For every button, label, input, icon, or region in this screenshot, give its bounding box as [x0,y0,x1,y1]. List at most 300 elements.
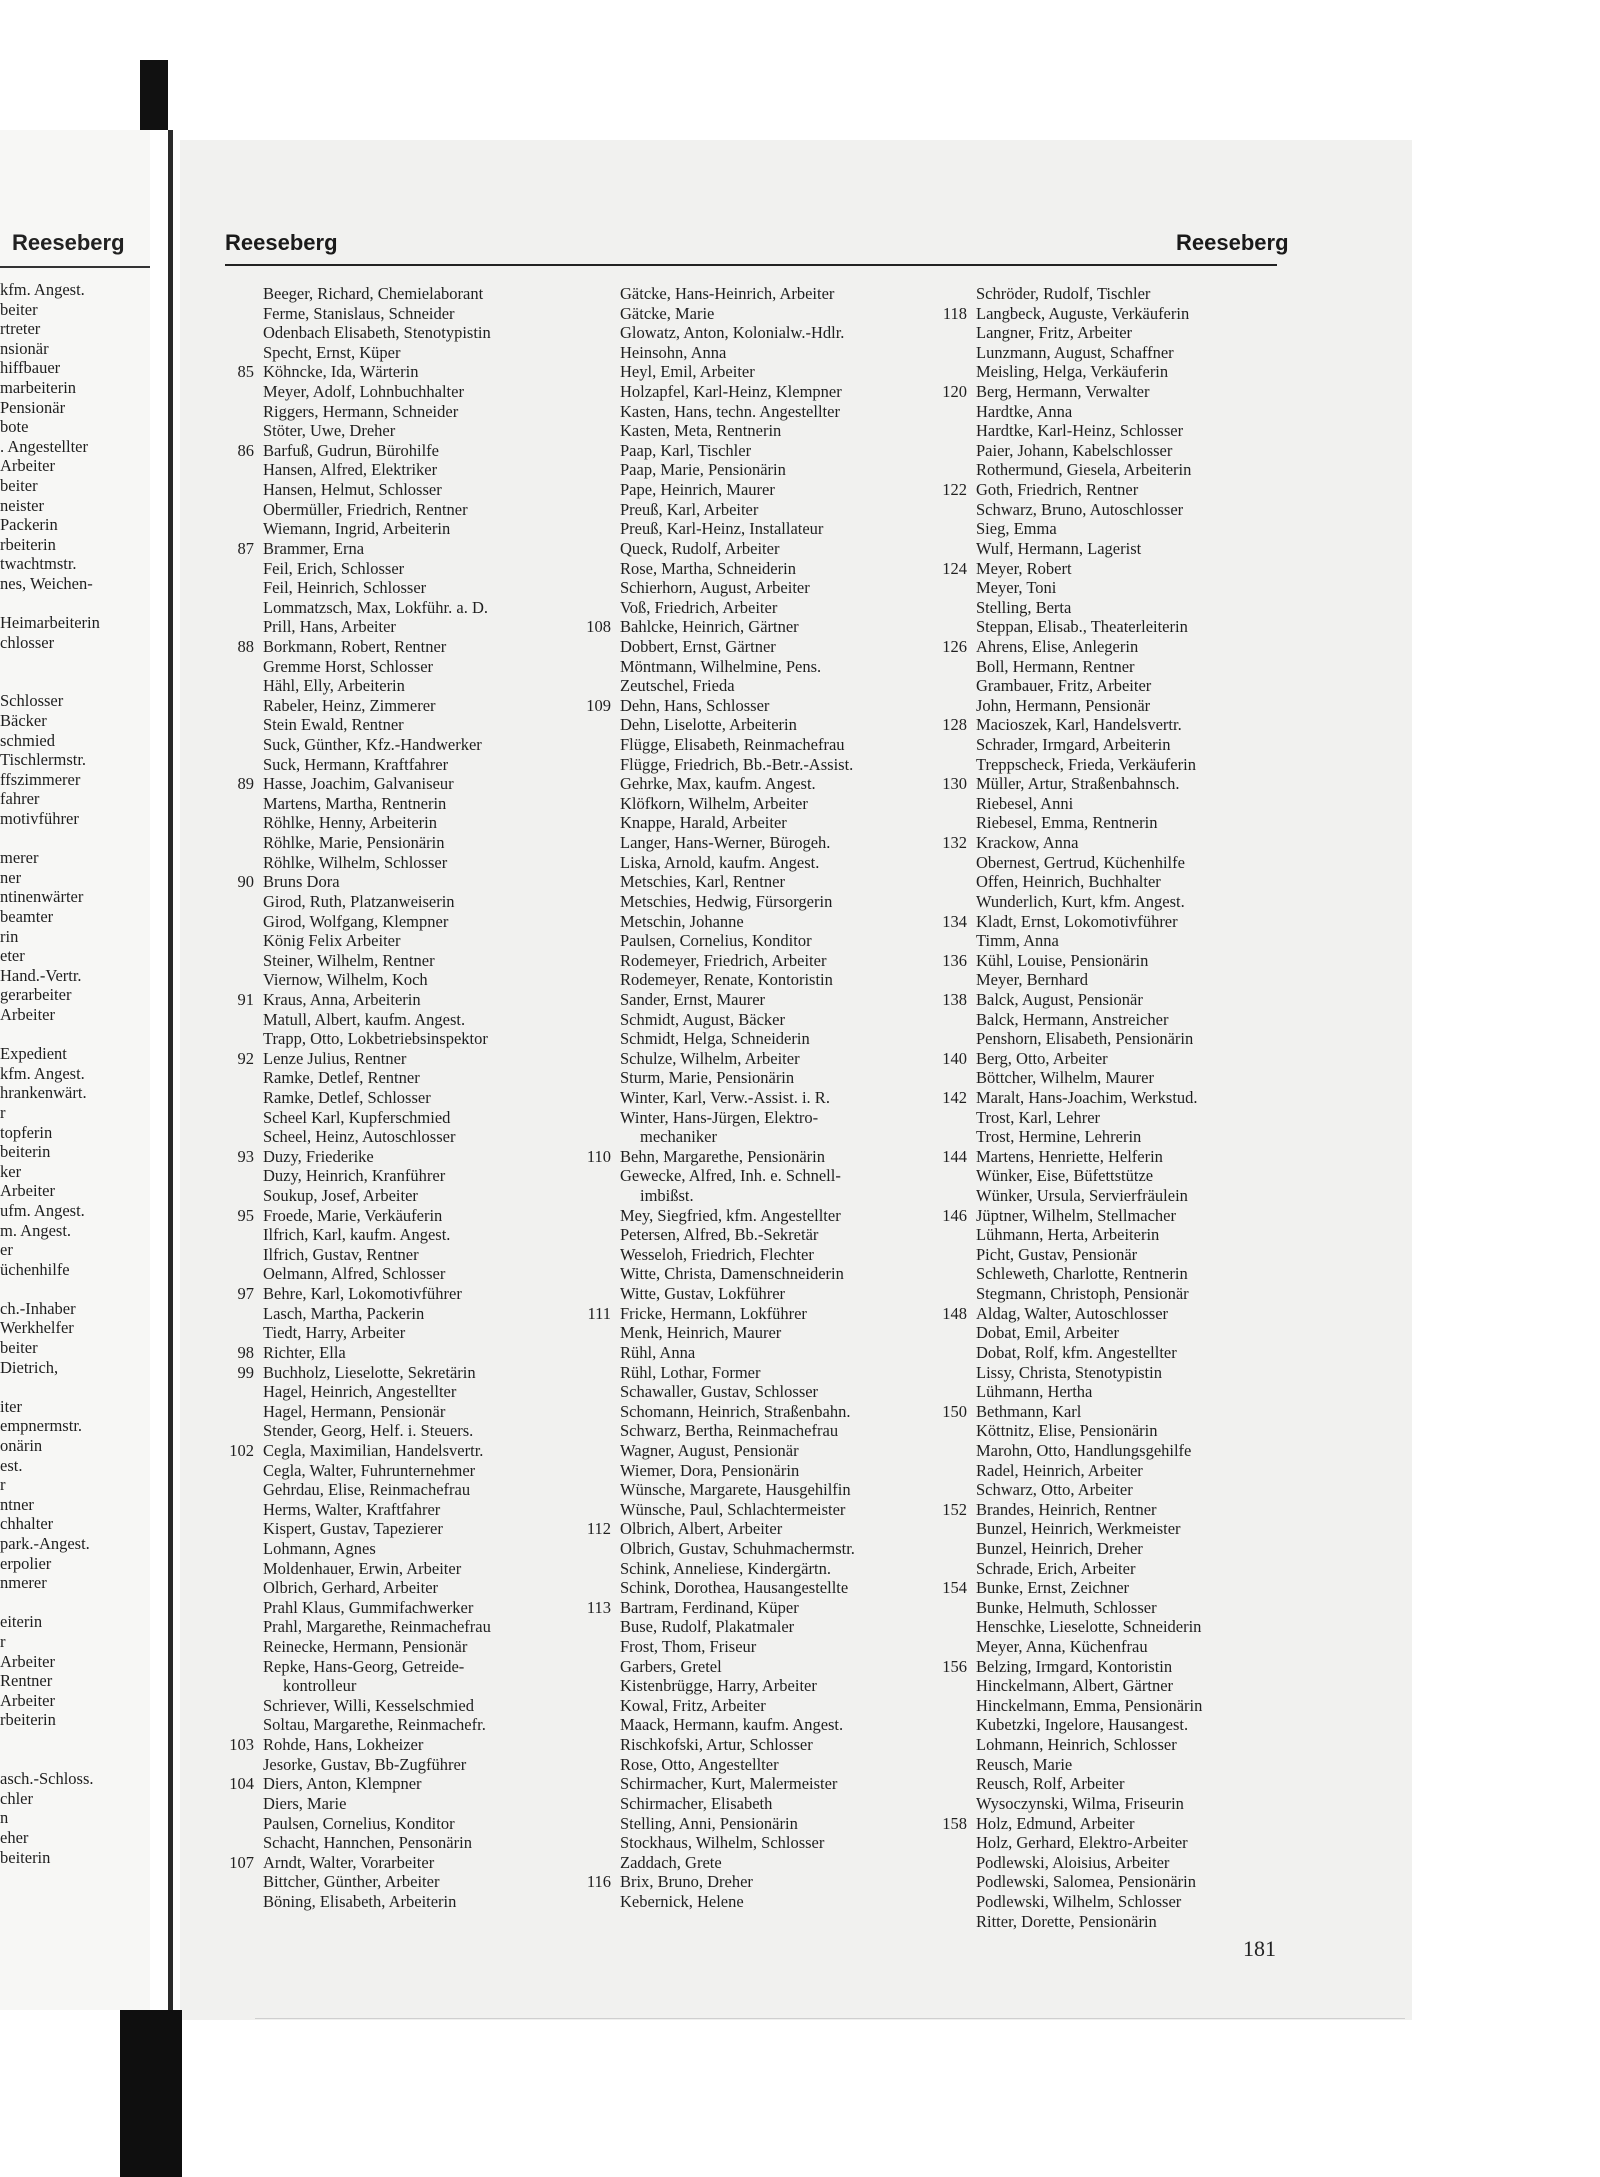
house-number: 110 [586,1146,611,1166]
resident-entry: Röhlke, Marie, Pensionärin [263,833,445,853]
resident-entry: Wesseloh, Friedrich, Flechter [620,1244,814,1264]
resident-entry: Ferme, Stanislaus, Schneider [263,303,455,323]
directory-entry [220,1402,585,1422]
resident-entry: Barfuß, Gudrun, Bürohilfe [263,440,439,460]
resident-entry: Schleweth, Charlotte, Rentnerin [976,1264,1188,1284]
resident-entry: Rodemeyer, Renate, Kontoristin [620,970,833,990]
directory-entry [577,617,942,637]
house-number: 91 [237,989,254,1009]
resident-entry: Paap, Karl, Tischler [620,440,752,460]
directory-entry [220,284,585,304]
directory-entry [933,1519,1283,1539]
directory-entry [220,1892,585,1912]
resident-entry: Stelling, Berta [976,597,1072,617]
resident-entry: Bunke, Ernst, Zeichner [976,1578,1130,1598]
directory-entry [933,637,1283,657]
resident-entry: Rühl, Lothar, Former [620,1362,761,1382]
facing-page-line: eher [0,1827,29,1847]
directory-entry [933,1461,1283,1481]
resident-entry: Ilfrich, Gustav, Rentner [263,1244,419,1264]
directory-entry [220,1519,585,1539]
facing-page-line: Dietrich, [0,1357,59,1377]
resident-entry: Olbrich, Gerhard, Arbeiter [263,1578,439,1598]
directory-entry [577,1264,942,1284]
resident-entry: Dehn, Hans, Schlosser [620,695,770,715]
resident-entry: Schirmacher, Kurt, Malermeister [620,1774,838,1794]
house-number: 104 [229,1774,254,1794]
resident-entry: Röhlke, Henny, Arbeiterin [263,813,437,833]
directory-entry [933,833,1283,853]
resident-entry: Schmidt, Helga, Schneiderin [620,1029,810,1049]
house-number: 113 [586,1597,611,1617]
directory-entry [220,637,585,657]
resident-entry: Richter, Ella [263,1342,346,1362]
facing-page-fragment [0,130,150,2010]
directory-entry [577,1088,942,1108]
resident-entry: Cegla, Walter, Fuhrunternehmer [263,1460,476,1480]
directory-entry [577,460,942,480]
house-number: 150 [942,1401,967,1421]
resident-entry: Flügge, Friedrich, Bb.-Betr.-Assist. [620,754,854,774]
directory-entry [577,1696,942,1716]
resident-entry: Schwarz, Bruno, Autoschlosser [976,499,1184,519]
book-spine-top [140,60,168,130]
facing-page-line: Werkhelfer [0,1318,74,1338]
facing-page-line: beiterin [0,1142,51,1162]
house-number: 124 [942,558,967,578]
resident-entry: Lohmann, Agnes [263,1539,376,1558]
directory-entry [933,872,1283,892]
directory-entry [220,1264,585,1284]
resident-entry: Ahrens, Elise, Anlegerin [976,636,1139,656]
resident-entry: Lühmann, Hertha [976,1382,1093,1402]
resident-entry: Stöter, Uwe, Dreher [263,421,396,441]
directory-entry [577,1421,942,1441]
directory-entry [577,676,942,696]
house-number: 109 [586,695,611,715]
facing-page-line: erpolier [0,1553,52,1573]
house-number: 146 [942,1205,967,1225]
resident-entry: kontrolleur [283,1676,357,1696]
resident-entry: Zeutschel, Frieda [620,676,735,696]
resident-entry: Schmidt, August, Bäcker [620,1009,785,1029]
directory-entry [577,1774,942,1794]
resident-entry: Wiemann, Ingrid, Arbeiterin [263,519,451,539]
directory-entry [933,1755,1283,1775]
directory-entry [220,343,585,363]
directory-entry [577,1127,942,1147]
directory-entry [577,657,942,677]
house-number: 88 [237,636,254,656]
directory-entry [577,1676,942,1696]
facing-page-line [0,652,150,672]
resident-entry: Holz, Edmund, Arbeiter [976,1813,1135,1833]
directory-entry [933,460,1283,480]
resident-entry: Lissy, Christa, Stenotypistin [976,1362,1162,1382]
resident-entry: Berg, Hermann, Verwalter [976,382,1150,402]
directory-entry [220,559,585,579]
resident-entry: Wunderlich, Kurt, kfm. Angest. [976,891,1185,911]
resident-entry: Meyer, Anna, Küchenfrau [976,1637,1148,1657]
directory-entry [933,323,1283,343]
directory-entry [933,1147,1283,1167]
house-number: 154 [942,1578,967,1598]
resident-entry: Henschke, Lieselotte, Schneiderin [976,1617,1202,1637]
directory-entry [220,304,585,324]
resident-entry: Witte, Gustav, Lokführer [620,1284,786,1304]
resident-entry: Schierhorn, August, Arbeiter [620,578,810,598]
resident-entry: Meyer, Robert [976,558,1072,578]
resident-entry: Riebesel, Anni [976,793,1074,813]
directory-entry [933,1578,1283,1598]
directory-entry [220,1794,585,1814]
resident-entry: Viernow, Wilhelm, Koch [263,970,428,990]
directory-entry [220,323,585,343]
resident-entry: Reusch, Marie [976,1754,1073,1774]
resident-entry: Gehrdau, Elise, Reinmachefrau [263,1480,471,1500]
facing-page-line: r [0,1102,6,1122]
resident-entry: Dobat, Rolf, kfm. Angestellter [976,1342,1177,1362]
directory-entry [220,1010,585,1030]
resident-entry: Preuß, Karl, Arbeiter [620,499,759,519]
facing-page-line: r [0,1631,6,1651]
resident-entry: Balck, August, Pensionär [976,989,1143,1009]
directory-entry [933,1617,1283,1637]
resident-entry: Petersen, Alfred, Bb.-Sekretär [620,1225,819,1245]
resident-entry: Rodemeyer, Friedrich, Arbeiter [620,950,827,970]
resident-entry: Kebernick, Helene [620,1891,744,1911]
directory-entry [577,1166,942,1186]
resident-entry: Paap, Marie, Pensionärin [620,460,786,480]
directory-entry [577,1363,942,1383]
directory-entry [577,1500,942,1520]
facing-page-line: beiter [0,475,38,495]
house-number: 134 [942,911,967,931]
resident-entry: Wünsche, Margarete, Hausgehilfin [620,1480,851,1500]
resident-entry: Wünker, Ursula, Servierfräulein [976,1186,1188,1206]
resident-entry: Rose, Otto, Angestellter [620,1754,779,1774]
directory-entry [220,1421,585,1441]
resident-entry: Maack, Hermann, kaufm. Angest. [620,1715,844,1735]
directory-entry [220,872,585,892]
directory-entry [933,559,1283,579]
resident-entry: Prahl, Margarethe, Reinmachefrau [263,1617,491,1637]
directory-entry [220,1186,585,1206]
facing-page-line: park.-Angest. [0,1534,90,1553]
resident-entry: Langner, Fritz, Arbeiter [976,323,1133,343]
directory-entry [220,813,585,833]
facing-page-line [0,829,150,849]
facing-page-line: er [0,1240,13,1260]
facing-page-header: Reeseberg [12,230,125,255]
resident-entry: Meyer, Adolf, Lohnbuchhalter [263,382,464,402]
directory-entry [220,598,585,618]
resident-entry: Rischkofski, Artur, Schlosser [620,1735,813,1755]
resident-entry: Duzy, Heinrich, Kranführer [263,1166,446,1186]
directory-entry [220,1814,585,1834]
directory-entry [220,1657,585,1677]
facing-page-line: rin [0,926,19,946]
house-number: 108 [586,617,611,637]
resident-entry: Gätcke, Hans-Heinrich, Arbeiter [620,284,835,303]
resident-entry: Beeger, Richard, Chemielaborant [263,284,484,303]
resident-entry: Offen, Heinrich, Buchhalter [976,872,1161,892]
resident-entry: Paulsen, Cornelius, Konditor [263,1813,455,1833]
resident-entry: Suck, Günther, Kfz.-Handwerker [263,735,482,755]
directory-entry [577,696,942,716]
directory-entry [577,1402,942,1422]
directory-entry [933,480,1283,500]
resident-entry: Schrade, Erich, Arbeiter [976,1558,1136,1578]
directory-entry [220,1578,585,1598]
directory-entry [577,1617,942,1637]
directory-entry [220,500,585,520]
facing-page-line: Arbeiter [0,456,55,476]
resident-entry: Winter, Hans-Jürgen, Elektro- [620,1107,819,1127]
directory-entry [220,1774,585,1794]
resident-entry: Girod, Ruth, Platzanweiserin [263,891,455,911]
directory-entry [933,519,1283,539]
directory-entry [577,1853,942,1873]
directory-entry [933,284,1283,304]
directory-entry [933,1206,1283,1226]
facing-page-line: üchenhilfe [0,1259,70,1279]
resident-entry: Schink, Anneliese, Kindergärtn. [620,1558,831,1578]
house-number: 130 [942,774,967,794]
resident-entry: Paier, Johann, Kabelschlosser [976,440,1173,460]
resident-entry: Bittcher, Günther, Arbeiter [263,1872,440,1892]
directory-entry [220,676,585,696]
directory-entry [220,1029,585,1049]
resident-entry: Ritter, Dorette, Pensionärin [976,1911,1157,1931]
resident-entry: Stockhaus, Wilhelm, Schlosser [620,1833,825,1853]
directory-entry [933,1480,1283,1500]
resident-entry: Pape, Heinrich, Maurer [620,480,775,500]
house-number: 120 [942,382,967,402]
resident-entry: Marohn, Otto, Handlungsgehilfe [976,1440,1192,1460]
directory-entry [577,304,942,324]
directory-entry [577,1794,942,1814]
resident-entry: Ramke, Detlef, Rentner [263,1068,420,1088]
resident-entry: Schirmacher, Elisabeth [620,1793,773,1813]
resident-entry: Paulsen, Cornelius, Konditor [620,931,812,951]
resident-entry: Buse, Rudolf, Plakatmaler [620,1617,795,1637]
resident-entry: Stegmann, Christoph, Pensionär [976,1284,1189,1304]
house-number: 158 [942,1813,967,1833]
facing-page-line: ufm. Angest. [0,1200,85,1220]
resident-entry: Scheel, Heinz, Autoschlosser [263,1127,456,1147]
resident-entry: Olbrich, Albert, Arbeiter [620,1519,783,1539]
resident-entry: Köhncke, Ida, Wärterin [263,362,419,382]
resident-entry: Röhlke, Wilhelm, Schlosser [263,852,448,872]
resident-entry: Schulze, Wilhelm, Arbeiter [620,1048,800,1068]
directory-entry [577,362,942,382]
resident-entry: Wulf, Hermann, Lagerist [976,538,1142,558]
resident-entry: Podlewski, Salomea, Pensionärin [976,1872,1196,1892]
resident-entry: Timm, Anna [976,931,1059,951]
directory-entry [577,715,942,735]
directory-entry [220,1559,585,1579]
resident-entry: Hardtke, Karl-Heinz, Schlosser [976,421,1184,441]
directory-entry [933,1500,1283,1520]
facing-page-line: gerarbeiter [0,985,72,1005]
resident-entry: Stender, Georg, Helf. i. Steuers. [263,1421,474,1441]
resident-entry: Radel, Heinrich, Arbeiter [976,1460,1143,1480]
book-spine-bottom [120,2010,182,2177]
directory-entry [933,500,1283,520]
directory-entry [577,813,942,833]
facing-page-line: Arbeiter [0,1181,55,1201]
facing-page-line: Pensionär [0,397,66,417]
resident-entry: Hinckelmann, Albert, Gärtner [976,1676,1174,1696]
directory-entry [220,578,585,598]
facing-page-line: rtreter [0,319,41,339]
directory-entry [577,1657,942,1677]
resident-entry: Bahlcke, Heinrich, Gärtner [620,617,799,637]
resident-entry: Garbers, Gretel [620,1656,722,1676]
directory-entry [933,1441,1283,1461]
resident-entry: Penshorn, Elisabeth, Pensionärin [976,1029,1194,1049]
facing-page-line: est. [0,1455,23,1475]
directory-entry [577,1755,942,1775]
directory-entry [933,617,1283,637]
facing-page-line: Schlosser [0,691,64,711]
facing-page-lines [0,280,150,1867]
house-number: 112 [586,1519,611,1539]
directory-entry [220,1853,585,1873]
resident-entry: Heinsohn, Anna [620,342,727,362]
facing-page-line: ntner [0,1494,34,1514]
resident-entry: Oelmann, Alfred, Schlosser [263,1264,446,1284]
directory-entry [933,774,1283,794]
house-number: 99 [237,1362,254,1382]
resident-entry: Lühmann, Herta, Arbeiterin [976,1225,1160,1245]
header-rule [225,264,1277,266]
resident-entry: Dobbert, Ernst, Gärtner [620,636,776,656]
house-number: 126 [942,636,967,656]
directory-entry [577,421,942,441]
resident-entry: Brandes, Heinrich, Rentner [976,1499,1157,1519]
facing-page-line: hrankenwärt. [0,1083,87,1103]
resident-entry: Kowal, Fritz, Arbeiter [620,1695,766,1715]
facing-page-line: marbeiterin [0,377,77,397]
directory-entry [220,1715,585,1735]
directory-entry [933,1382,1283,1402]
resident-entry: Dehn, Liselotte, Arbeiterin [620,715,797,735]
directory-entry [933,1814,1283,1834]
house-number: 118 [942,303,967,323]
directory-entry [577,637,942,657]
directory-entry [220,970,585,990]
directory-entry [577,402,942,422]
directory-entry [220,382,585,402]
directory-entry [577,1480,942,1500]
directory-entry [220,755,585,775]
resident-entry: Olbrich, Gustav, Schuhmachermstr. [620,1539,855,1558]
directory-entry [933,1068,1283,1088]
facing-page-line [0,1730,150,1750]
resident-entry: Böning, Elisabeth, Arbeiterin [263,1891,457,1911]
directory-entry [577,1578,942,1598]
resident-entry: Kubetzki, Ingelore, Hausangest. [976,1715,1189,1735]
directory-entry [220,715,585,735]
directory-entry [220,1617,585,1637]
directory-entry [220,1676,585,1696]
house-number: 102 [229,1440,254,1460]
directory-entry [933,382,1283,402]
directory-entry [577,931,942,951]
directory-entry [577,519,942,539]
resident-entry: Bunzel, Heinrich, Werkmeister [976,1519,1181,1539]
resident-entry: Reinecke, Hermann, Pensionär [263,1637,468,1657]
facing-page-line [0,1025,150,1045]
resident-entry: Bruns Dora [263,872,340,892]
resident-entry: Boll, Hermann, Rentner [976,656,1135,676]
facing-page-line: eiterin [0,1612,43,1632]
resident-entry: Metschies, Karl, Rentner [620,872,785,892]
directory-entry [577,441,942,461]
house-number: 132 [942,833,967,853]
resident-entry: Kasten, Meta, Rentnerin [620,421,782,441]
directory-entry [220,402,585,422]
resident-entry: Specht, Ernst, Küper [263,342,401,362]
resident-entry: Hinckelmann, Emma, Pensionärin [976,1695,1203,1715]
directory-entry [577,1029,942,1049]
directory-entry [933,1872,1283,1892]
resident-entry: Wünsche, Paul, Schlachtermeister [620,1499,846,1519]
directory-entry [220,951,585,971]
facing-page-line: empnermstr. [0,1416,83,1436]
directory-entry [577,559,942,579]
directory-entry [220,1304,585,1324]
resident-entry: Riggers, Hermann, Schneider [263,401,459,421]
directory-column-2 [577,284,942,1912]
resident-entry: Klöfkorn, Wilhelm, Arbeiter [620,793,808,813]
directory-entry [220,519,585,539]
directory-entry [577,284,942,304]
directory-entry [220,1284,585,1304]
house-number: 116 [586,1872,611,1892]
directory-entry [577,1284,942,1304]
resident-entry: Scheel Karl, Kupferschmied [263,1107,451,1127]
resident-entry: Meyer, Toni [976,578,1057,598]
house-number: 90 [237,872,254,892]
directory-entry [933,1598,1283,1618]
directory-entry [577,1559,942,1579]
resident-entry: Picht, Gustav, Pensionär [976,1244,1138,1264]
directory-entry [933,1559,1283,1579]
facing-page-line: ker [0,1161,22,1181]
directory-entry [933,1166,1283,1186]
house-number: 89 [237,774,254,794]
directory-entry [220,1127,585,1147]
house-number: 107 [229,1852,254,1872]
directory-entry [577,1872,942,1892]
directory-entry [577,1206,942,1226]
directory-entry [220,853,585,873]
directory-entry [220,774,585,794]
directory-entry [933,892,1283,912]
facing-page-line: Bäcker [0,711,47,731]
directory-entry [577,892,942,912]
facing-page-line: rbeiterin [0,1710,56,1730]
directory-entry [577,755,942,775]
directory-entry [933,1088,1283,1108]
resident-entry: Treppscheck, Frieda, Verkäuferin [976,754,1196,774]
directory-entry [220,1323,585,1343]
resident-entry: Witte, Christa, Damenschneiderin [620,1264,844,1284]
resident-entry: Schink, Dorothea, Hausangestellte [620,1578,849,1598]
